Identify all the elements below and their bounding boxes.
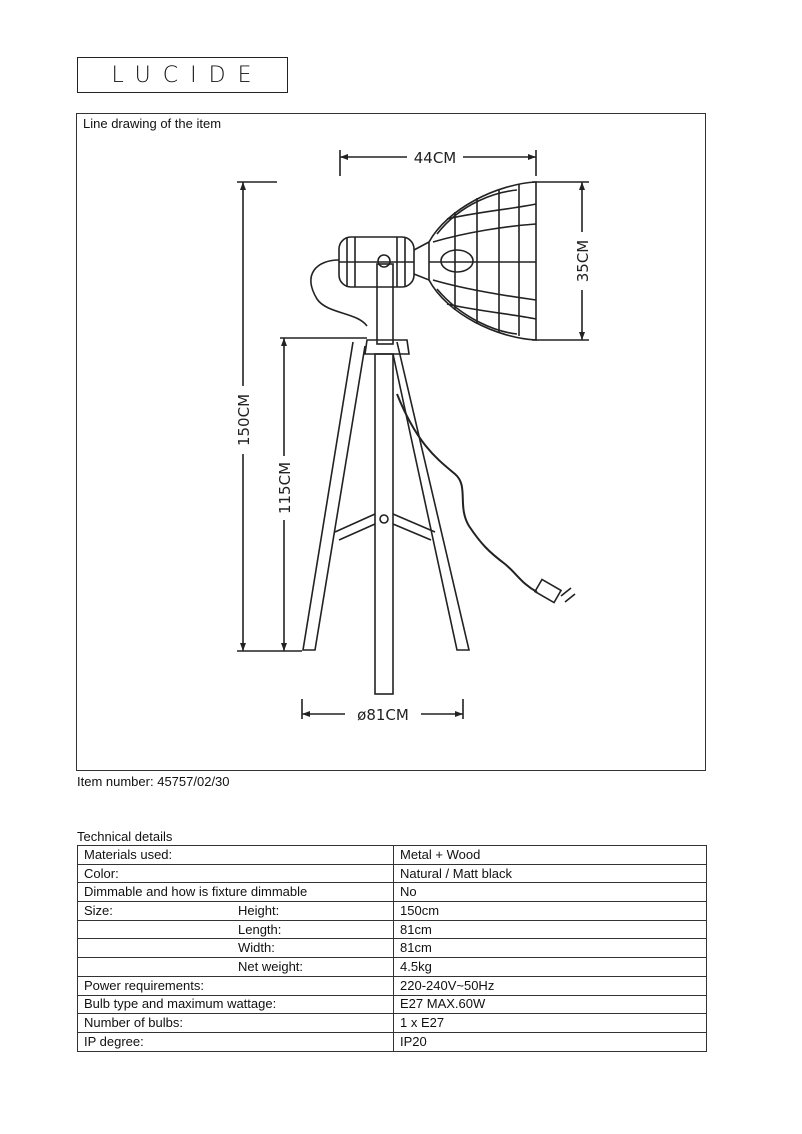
spec-label-cell [78, 995, 394, 1014]
spec-value: IP20 [394, 1032, 707, 1051]
table-row [78, 846, 707, 865]
spec-label-cell [78, 864, 394, 883]
dim-width-label: 44CM [413, 149, 457, 167]
spec-value: 81cm [394, 920, 707, 939]
technical-details-table [77, 845, 707, 1052]
table-row [78, 883, 707, 902]
spec-label-cell [78, 1032, 394, 1051]
dim-shade-height-label: 35CM [574, 239, 592, 283]
spec-value: 220-240V~50Hz [394, 976, 707, 995]
dim-stand-height-label: 115CM [276, 461, 294, 515]
spec-label: IP degree: [84, 1033, 144, 1049]
table-row [78, 920, 707, 939]
table-row [78, 976, 707, 995]
dim-total-height-label: 150CM [235, 393, 253, 447]
spec-label: Size: [84, 902, 113, 918]
spec-sublabel: Net weight: [238, 959, 304, 975]
table-row [78, 902, 707, 921]
spec-label: Color: [84, 865, 119, 881]
spec-label: Materials used: [84, 846, 173, 862]
logo-text: LUCIDE [111, 62, 264, 88]
dim-diameter-label: ø81CM [357, 706, 409, 724]
table-row [78, 958, 707, 977]
spec-label-cell [78, 976, 394, 995]
spec-label-cell [78, 1014, 394, 1033]
spec-label-cell [78, 883, 394, 902]
spec-label: Number of bulbs: [84, 1015, 183, 1031]
spec-value: Metal + Wood [394, 846, 707, 865]
spec-value: 150cm [394, 902, 707, 921]
spec-label-cell [78, 958, 394, 977]
spec-label: Power requirements: [84, 977, 204, 993]
drawing-caption: Line drawing of the item [83, 116, 222, 131]
item-number [77, 774, 230, 789]
table-row [78, 995, 707, 1014]
spec-value: 1 x E27 [394, 1014, 707, 1033]
item-number-value: 45757/02/30 [157, 774, 230, 789]
spec-value: Natural / Matt black [394, 864, 707, 883]
spec-sublabel: Length: [238, 921, 282, 937]
table-row [78, 1014, 707, 1033]
spec-sublabel: Height: [238, 903, 280, 919]
spec-label: Dimmable and how is fixture dimmable [84, 884, 308, 900]
table-row [78, 1032, 707, 1051]
spec-value: No [394, 883, 707, 902]
spec-label-cell [78, 939, 394, 958]
technical-details-title: Technical details [77, 829, 173, 844]
spec-value: E27 MAX.60W [394, 995, 707, 1014]
spec-label-cell [78, 902, 394, 921]
brand-logo [77, 57, 288, 93]
item-number-label: Item number: [77, 774, 154, 789]
table-row [78, 864, 707, 883]
spec-value: 81cm [394, 939, 707, 958]
table-row [78, 939, 707, 958]
lamp-line-drawing [77, 114, 707, 772]
spec-label-cell [78, 920, 394, 939]
spec-value: 4.5kg [394, 958, 707, 977]
spec-sublabel: Width: [238, 940, 275, 956]
spec-label-cell [78, 846, 394, 865]
line-drawing-panel [76, 113, 706, 771]
spec-label: Bulb type and maximum wattage: [84, 996, 277, 1012]
